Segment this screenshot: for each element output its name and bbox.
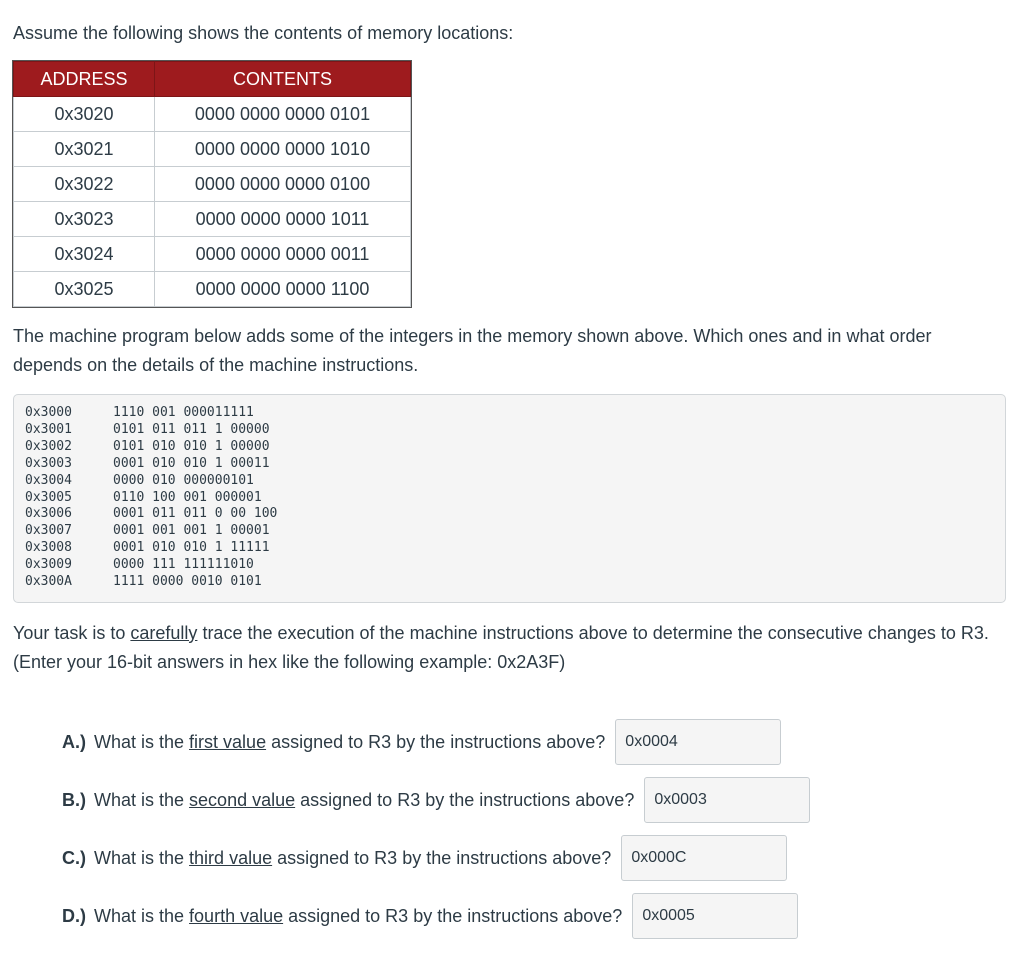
answer-input-b[interactable]: 0x0003 xyxy=(644,777,810,823)
code-address: 0x3009 xyxy=(25,557,72,573)
question-text xyxy=(94,730,605,754)
question-text xyxy=(94,788,634,812)
contents-cell: 0000 0000 0000 1010 xyxy=(155,132,411,167)
code-address: 0x300A xyxy=(25,574,72,590)
task-text-suffix: trace the execution of the machine instructions above to determine the consecutive changes to R3. xyxy=(197,623,989,643)
code-line xyxy=(25,506,994,523)
answer-input-d[interactable]: 0x0005 xyxy=(632,893,798,939)
code-line xyxy=(25,473,994,490)
table-row xyxy=(14,97,411,132)
code-line xyxy=(25,523,994,540)
code-line xyxy=(25,557,994,574)
code-line xyxy=(25,540,994,557)
code-instruction: 0110 100 001 000001 xyxy=(113,489,262,505)
task-text-prefix: Your task is to xyxy=(13,623,131,643)
code-instruction: 0101 010 010 1 00000 xyxy=(113,438,270,454)
code-line xyxy=(25,405,994,422)
contents-cell: 0000 0000 0000 1100 xyxy=(155,272,411,307)
code-address: 0x3006 xyxy=(25,506,72,522)
contents-header: CONTENTS xyxy=(155,62,411,97)
question-label: B.) xyxy=(62,790,86,810)
code-line xyxy=(25,456,994,473)
question-d xyxy=(62,893,798,939)
question-emphasis: first value xyxy=(189,732,267,752)
address-cell: 0x3022 xyxy=(14,167,155,202)
table-row xyxy=(14,132,411,167)
table-row xyxy=(14,202,411,237)
question-suffix: assigned to R3 by the instructions above? xyxy=(283,906,623,926)
code-instruction: 0001 010 010 1 11111 xyxy=(113,540,270,556)
question-prefix: What is the xyxy=(94,848,190,868)
code-instruction: 1110 001 000011111 xyxy=(113,405,254,420)
table-row xyxy=(14,167,411,202)
question-prefix: What is the xyxy=(94,790,190,810)
answer-input-c[interactable]: 0x000C xyxy=(621,835,787,881)
question-c xyxy=(62,835,787,881)
question-a xyxy=(62,719,781,765)
question-label: C.) xyxy=(62,848,86,868)
code-instruction: 0000 010 000000101 xyxy=(113,472,254,488)
question-suffix: assigned to R3 by the instructions above? xyxy=(266,732,606,752)
question-text xyxy=(94,846,611,870)
address-cell: 0x3024 xyxy=(14,237,155,272)
table-row xyxy=(14,237,411,272)
task-instructions: (Enter your 16-bit answers in hex like the following example: 0x2A3F) xyxy=(13,652,566,672)
code-address: 0x3007 xyxy=(25,523,72,539)
code-address: 0x3001 xyxy=(25,421,72,437)
code-instruction: 0001 011 011 0 00 100 xyxy=(113,506,278,522)
table-row xyxy=(14,272,411,307)
contents-cell: 0000 0000 0000 0100 xyxy=(155,167,411,202)
question-label: D.) xyxy=(62,906,86,926)
address-header: ADDRESS xyxy=(14,62,155,97)
question-emphasis: second value xyxy=(189,790,296,810)
code-line xyxy=(25,574,994,591)
code-address: 0x3003 xyxy=(25,455,72,471)
code-line xyxy=(25,422,994,439)
question-emphasis: fourth value xyxy=(189,906,284,926)
question-prefix: What is the xyxy=(94,906,190,926)
question-b xyxy=(62,777,810,823)
task-description xyxy=(13,619,1008,677)
code-instruction: 0101 011 011 1 00000 xyxy=(113,421,270,437)
contents-cell: 0000 0000 0000 0011 xyxy=(155,237,411,272)
code-address: 0x3004 xyxy=(25,472,72,488)
code-instruction: 0001 010 010 1 00011 xyxy=(113,455,270,471)
contents-cell: 0000 0000 0000 1011 xyxy=(155,202,411,237)
code-instruction: 1111 0000 0010 0101 xyxy=(113,574,262,590)
question-text xyxy=(94,904,622,928)
code-instruction: 0001 001 001 1 00001 xyxy=(113,523,270,539)
code-line xyxy=(25,490,994,507)
address-cell: 0x3025 xyxy=(14,272,155,307)
address-cell: 0x3020 xyxy=(14,97,155,132)
question-label: A.) xyxy=(62,732,86,752)
intro-text: Assume the following shows the contents of memory locations: xyxy=(13,23,514,43)
memory-table xyxy=(13,61,411,307)
code-line xyxy=(25,439,994,456)
question-suffix: assigned to R3 by the instructions above? xyxy=(295,790,635,810)
program-description: The machine program below adds some of the integers in the memory shown above. Which ones and in what order depends on the details of the machine instructions. xyxy=(13,326,932,375)
program-code-block xyxy=(13,394,1006,603)
task-emphasis: carefully xyxy=(130,623,198,643)
address-cell: 0x3021 xyxy=(14,132,155,167)
code-address: 0x3002 xyxy=(25,438,72,454)
question-emphasis: third value xyxy=(189,848,273,868)
code-instruction: 0000 111 111111010 xyxy=(113,557,254,573)
address-cell: 0x3023 xyxy=(14,202,155,237)
memory-table-header xyxy=(14,62,411,97)
code-address: 0x3008 xyxy=(25,540,72,556)
code-address: 0x3005 xyxy=(25,489,72,505)
code-address: 0x3000 xyxy=(25,405,72,420)
question-prefix: What is the xyxy=(94,732,190,752)
contents-cell: 0000 0000 0000 0101 xyxy=(155,97,411,132)
answer-input-a[interactable]: 0x0004 xyxy=(615,719,781,765)
question-suffix: assigned to R3 by the instructions above? xyxy=(272,848,612,868)
